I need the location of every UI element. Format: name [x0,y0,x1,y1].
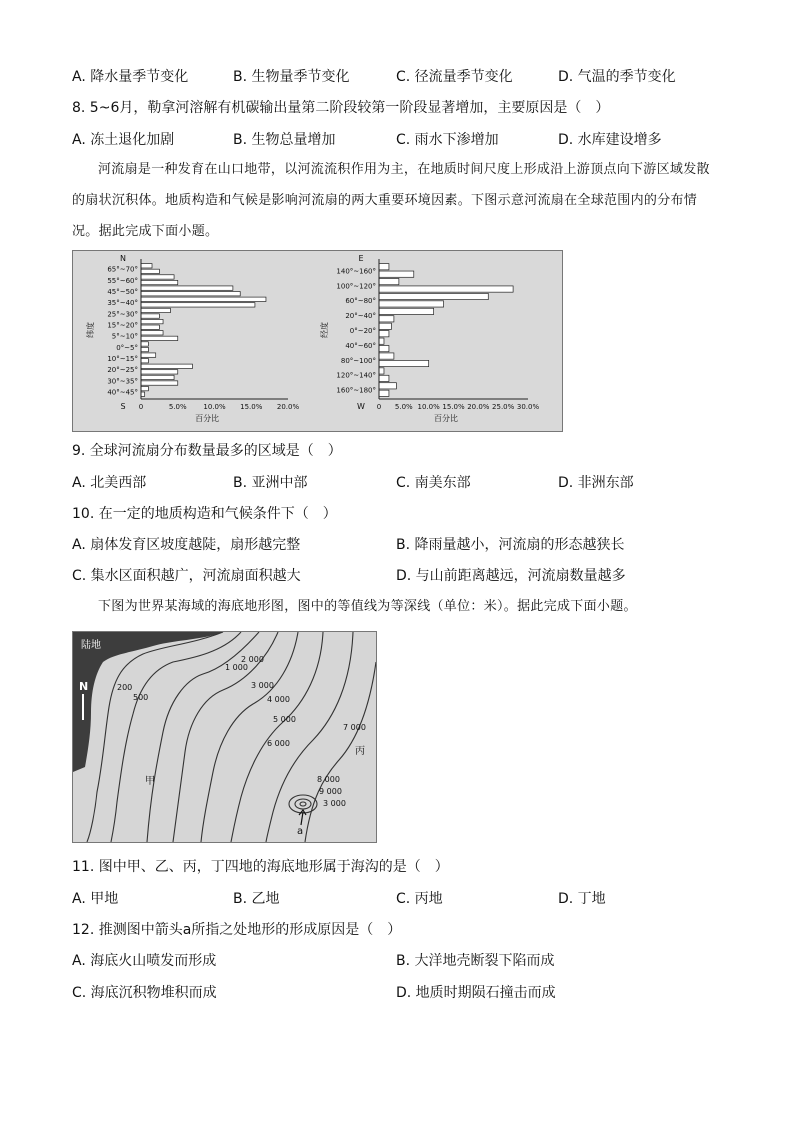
q8-option-b[interactable]: B. 生物总量增加 [233,132,336,148]
chart-2-x-tick-label: 20.0% [467,403,490,411]
chart-1-bar [141,353,156,357]
point-bing-label: 丙 [355,746,365,757]
seafloor-map-figure [72,631,377,843]
land-label: 陆地 [81,640,101,651]
chart-2-x-axis-title: 百分比 [434,414,459,423]
river-fan-distribution-figure [72,250,563,432]
q8-option-d[interactable]: D. 水库建设增多 [558,132,662,148]
q12-option-b[interactable]: B. 大洋地壳断裂下陷而成 [396,953,555,969]
chart-1-bar [141,375,174,379]
q11-option-d[interactable]: D. 丁地 [558,891,606,907]
chart-1-category-label: 5°~10° [111,332,138,341]
chart-1-bar [141,325,159,329]
land-area [73,632,223,772]
chart-1-category-label: 55°~60° [107,276,138,285]
chart-1-bar [141,342,148,346]
q7-option-a[interactable]: A. 降水量季节变化 [72,69,189,85]
arrow-a-icon [301,812,303,825]
q12-option-d[interactable]: D. 地质时期陨石撞击而成 [396,985,556,1001]
point-a-label: a [297,826,304,837]
contour-line [111,632,241,842]
chart-1-bar [141,331,163,335]
contour-line [295,799,311,809]
q11-option-a[interactable]: A. 甲地 [72,891,119,907]
chart-2-x-tick-label: 0 [376,403,382,411]
chart-1-bar [141,386,148,390]
chart-1-bar [141,275,174,279]
chart-2-category-label: 0°~20° [349,327,376,335]
chart-2-bottom-label: W [357,402,365,411]
contour-line [300,802,306,806]
passage-river-fan [72,154,722,247]
chart-2-bar [379,293,488,299]
q7-option-b[interactable]: B. 生物量季节变化 [233,69,350,85]
chart-2-top-label: E [358,254,364,263]
chart-2-x-tick-label: 30.0% [516,403,540,411]
chart-1-x-tick-label: 10.0% [203,403,226,411]
seafloor-contour-map [73,632,376,842]
q10-stem: 10. 在一定的地质构造和气候条件下（ ） [72,506,337,522]
river-fan-charts [73,251,562,431]
q10-option-c[interactable]: C. 集水区面积越广，河流扇面积越大 [72,568,301,584]
contour-label: 500 [133,693,149,702]
chart-1-bar [141,264,152,268]
chart-2-bar [379,316,394,322]
north-label: N [79,680,89,693]
contour-label: 2 000 [241,655,264,664]
q12-stem: 12. 推测图中箭头a所指之处地形的形成原因是（ ） [72,922,402,938]
chart-2-category-label: 120°~140° [336,371,376,380]
q12-option-c[interactable]: C. 海底沉积物堆积而成 [72,985,217,1001]
q12-option-a[interactable]: A. 海底火山喷发而形成 [72,953,217,969]
chart-1-top-label: N [120,254,126,263]
chart-2-x-tick-label: 15.0% [442,403,465,411]
chart-2-bar [379,383,396,389]
q10-option-a[interactable]: A. 扇体发育区坡度越陡，扇形越完整 [72,537,301,553]
chart-2-bar [379,338,384,344]
q11-option-b[interactable]: B. 乙地 [233,891,280,907]
q8-stem: 8. 5~6月，勒拿河溶解有机碳输出量第二阶段较第一阶段显著增加，主要原因是（ ） [72,100,610,116]
chart-2-bar [379,323,391,329]
chart-2-category-label: 40°~60° [345,341,376,350]
chart-2-bar [379,353,394,359]
chart-2-x-tick-label: 5.0% [394,403,413,411]
contour-label: 4 000 [267,695,290,704]
chart-2-category-label: 100°~120° [336,282,376,291]
q7-option-c[interactable]: C. 径流量季节变化 [396,69,513,85]
contour-label: 3 000 [323,799,346,808]
chart-1-bar [141,308,170,312]
contour-line [266,632,353,842]
chart-1-bar [141,370,178,374]
q9-stem: 9. 全球河流扇分布数量最多的区域是（ ） [72,443,342,459]
chart-2-bar [379,390,389,396]
chart-2-x-tick-label: 25.0% [492,403,515,411]
q11-option-c[interactable]: C. 丙地 [396,891,443,907]
chart-2-x-tick-label: 10.0% [417,403,440,411]
chart-1-x-tick-label: 20.0% [276,403,300,411]
contour-label: 1 000 [225,663,248,672]
chart-1-bar [141,292,240,296]
chart-1-category-label: 25°~30° [107,310,138,319]
chart-1-y-axis-title: 纬度 [86,322,95,338]
chart-1-category-label: 30°~35° [107,377,138,386]
chart-2-category-label: 80°~100° [340,356,376,365]
chart-1-category-label: 40°~45° [107,388,138,397]
chart-1-bar [141,347,148,351]
point-jia-label: 甲 [145,776,155,787]
q9-option-a[interactable]: A. 北美西部 [72,475,147,491]
chart-2-bar [379,368,384,374]
chart-2-bar [379,308,434,314]
chart-1-category-label: 35°~40° [107,299,138,308]
chart-1-bar [141,364,192,368]
q8-option-c[interactable]: C. 雨水下渗增加 [396,132,499,148]
chart-2-bar [379,375,389,381]
chart-1-bar [141,286,233,290]
chart-2-bar [379,331,389,337]
chart-1-bar [141,392,145,396]
chart-2-bar [379,345,389,351]
passage-seafloor-text: 下图为世界某海域的海底地形图，图中的等值线为等深线（单位：米）。据此完成下面小题。 [98,599,637,614]
chart-1-category-label: 0°~5° [116,343,138,352]
chart-1-bar [141,314,159,318]
chart-2-bar [379,264,389,270]
contour-label: 6 000 [267,739,290,748]
chart-2-bar [379,286,513,292]
contour-label: 3 000 [251,681,274,690]
chart-1-bar [141,359,148,363]
chart-1-bottom-label: S [120,402,126,411]
chart-2-bar [379,278,399,284]
chart-1-bar [141,280,178,284]
contour-label: 200 [117,683,133,692]
chart-1-category-label: 20°~25° [107,366,138,375]
chart-1-category-label: 65°~70° [107,265,138,274]
chart-2-bar [379,271,414,277]
q7-option-d[interactable]: D. 气温的季节变化 [558,69,676,85]
chart-2-category-label: 60°~80° [345,297,376,306]
q10-option-b[interactable]: B. 降雨量越小，河流扇的形态越狭长 [396,537,625,553]
chart-2-y-axis-title: 经度 [320,322,329,338]
q11-stem: 11. 图中甲、乙、丙，丁四地的海底地形属于海沟的是（ ） [72,859,449,875]
chart-2-category-label: 160°~180° [336,386,376,395]
contour-line [87,632,223,842]
chart-1-x-tick-label: 5.0% [168,403,187,411]
chart-1-bar [141,381,178,385]
q9-option-c[interactable]: C. 南美东部 [396,475,471,491]
chart-2-bar [379,301,444,307]
contour-line [305,662,376,842]
q9-option-b[interactable]: B. 亚洲中部 [233,475,308,491]
chart-1-x-tick-label: 0 [138,403,144,411]
chart-1-category-label: 10°~15° [107,354,138,363]
passage-seafloor [72,591,722,622]
chart-1-bar [141,319,163,323]
contour-label: 8 000 [317,775,340,784]
q10-option-d[interactable]: D. 与山前距离越远，河流扇数量越多 [396,568,626,584]
chart-2-category-label: 20°~40° [345,312,376,321]
q8-option-a[interactable]: A. 冻土退化加剧 [72,132,175,148]
contour-label: 7 000 [343,723,366,732]
chart-1-x-axis-title: 百分比 [195,414,220,423]
chart-1-x-tick-label: 15.0% [240,403,263,411]
chart-1-category-label: 15°~20° [107,321,138,330]
chart-1-category-label: 45°~50° [107,287,138,296]
chart-2-category-label: 140°~160° [336,267,376,276]
chart-1-bar [141,297,266,301]
contour-label: 9 000 [319,787,342,796]
contour-label: 5 000 [273,715,296,724]
chart-1-bar [141,303,255,307]
chart-2-bar [379,360,429,366]
q9-option-d[interactable]: D. 非洲东部 [558,475,634,491]
chart-1-bar [141,336,178,340]
passage-river-fan-text: 河流扇是一种发育在山口地带，以河流流积作用为主，在地质时间尺度上形成沿上游顶点向下游区域发散的扇状沉积体。地质构造和气候是影响河流扇的两大重要环境因素。下图示意河流扇在全球范围内的分布情况。据此完成下面小题。 [72,162,710,239]
chart-1-bar [141,269,159,273]
